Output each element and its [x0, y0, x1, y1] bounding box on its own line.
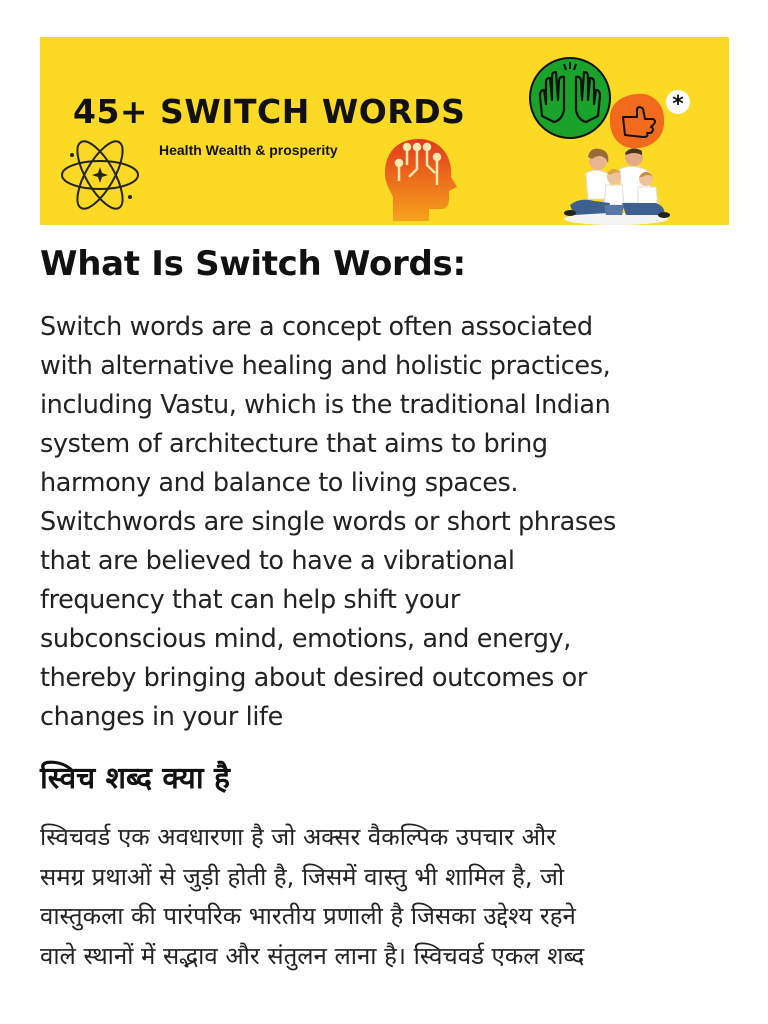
paragraph-english — [40, 308, 740, 737]
paragraph-line: frequency that can help shift your — [40, 585, 460, 615]
banner-subtitle: Health Wealth & prosperity — [159, 142, 338, 158]
svg-text:*: * — [672, 92, 684, 115]
section-heading-english: What Is Switch Words: — [40, 244, 466, 284]
paragraph-line: Switchwords are single words or short phrases — [40, 507, 616, 537]
section-heading-hindi: स्विच शब्द क्या है — [40, 761, 230, 796]
brain-circuit-icon — [379, 135, 461, 223]
paragraph-line: वाले स्थानों में सद्भाव और संतुलन लाना है। स्विचवर्ड एकल शब्द — [40, 941, 585, 970]
paragraph-line: समग्र प्रथाओं से जुड़ी होती है, जिसमें वास्तु भी शामिल है, जो — [40, 862, 565, 891]
header-banner — [40, 37, 729, 225]
paragraph-line: including Vastu, which is the traditional Indian — [40, 390, 611, 420]
paragraph-line: subconscious mind, emotions, and energy, — [40, 624, 571, 654]
atom-icon — [58, 133, 142, 217]
paragraph-line: with alternative healing and holistic practices, — [40, 351, 611, 381]
paragraph-line: changes in your life — [40, 702, 283, 732]
paragraph-hindi — [40, 818, 740, 976]
paragraph-line: Switch words are a concept often associated — [40, 312, 593, 342]
raised-hands-icon — [528, 56, 612, 140]
paragraph-line: स्विचवर्ड एक अवधारणा है जो अक्सर वैकल्पिक उपचार और — [40, 823, 556, 851]
banner-title: 45+ SWITCH WORDS — [73, 92, 466, 131]
paragraph-line: harmony and balance to living spaces. — [40, 468, 519, 498]
paragraph-line: system of architecture that aims to bring — [40, 429, 548, 459]
thumbs-up-hand-icon — [607, 91, 667, 151]
paragraph-line: thereby bringing about desired outcomes or — [40, 663, 587, 693]
family-photo — [560, 143, 672, 225]
paragraph-line: वास्तुकला की पारंपरिक भारतीय प्रणाली है जिसका उद्देश्य रहने — [40, 902, 576, 930]
paragraph-line: that are believed to have a vibrational — [40, 546, 515, 576]
asterisk-icon — [665, 89, 691, 115]
